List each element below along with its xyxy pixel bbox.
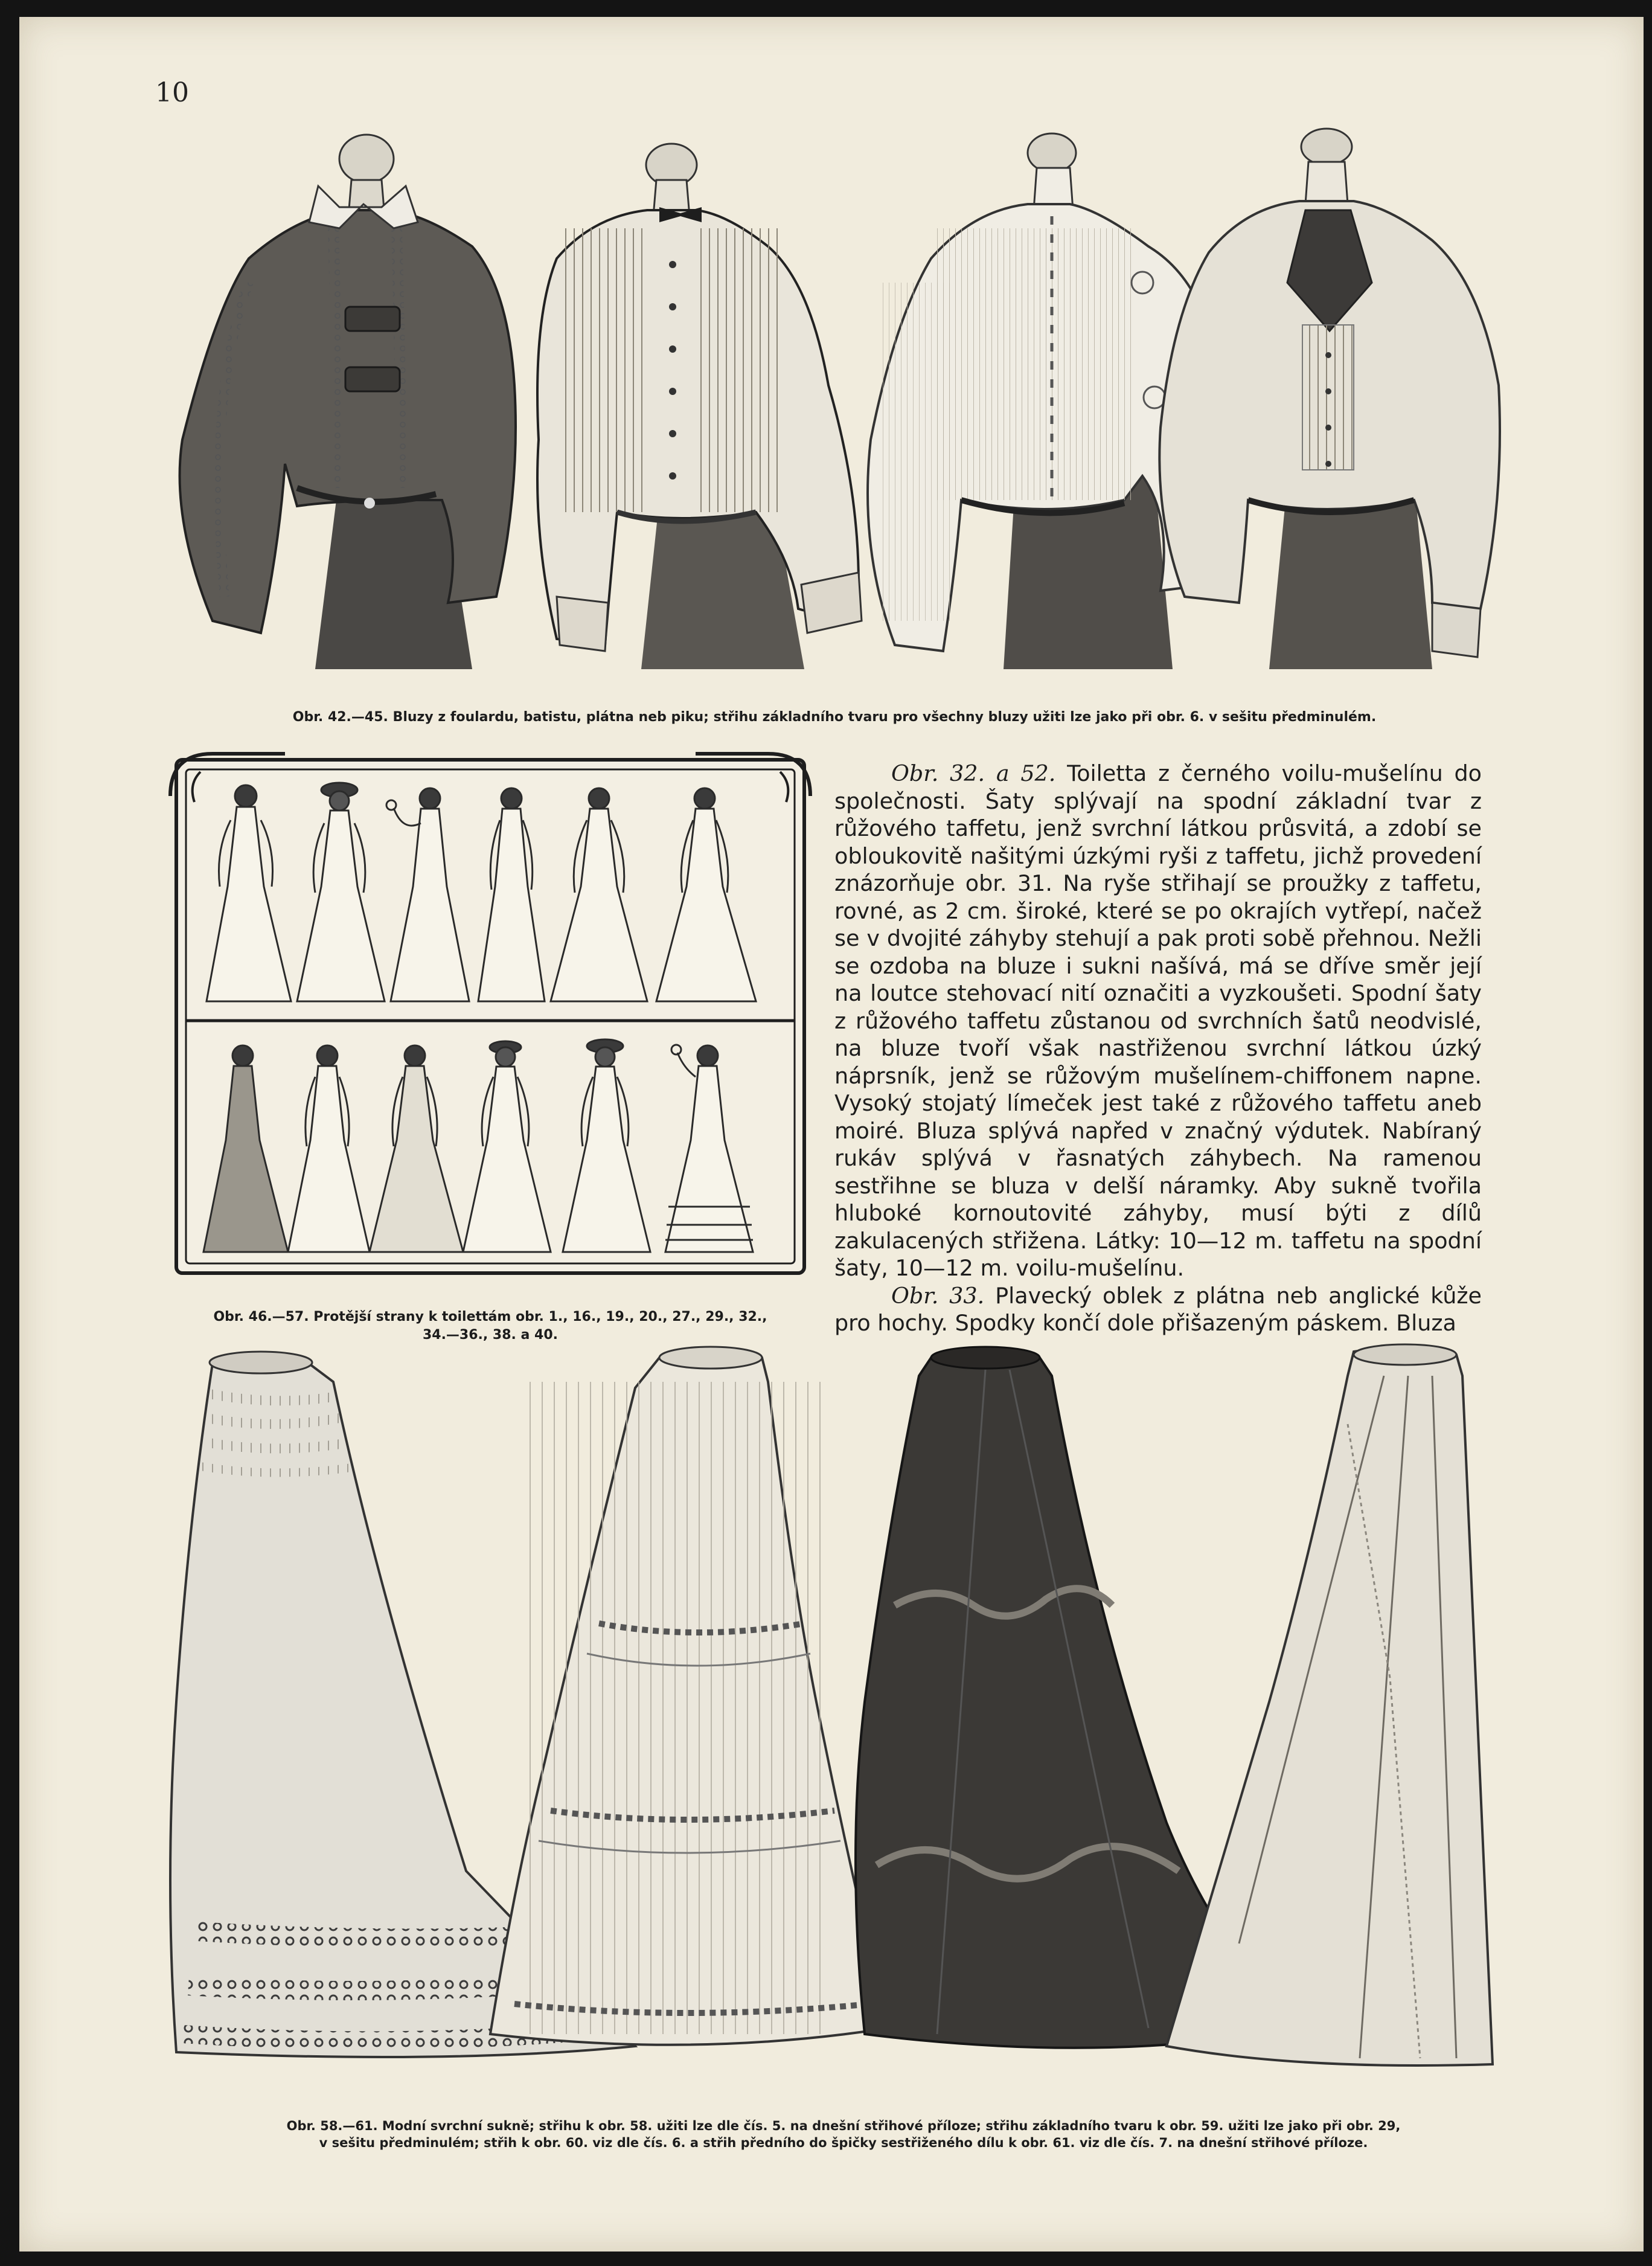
figure-reference-33: Obr. 33. bbox=[891, 1282, 985, 1309]
paragraph-2-text: Plavecký oblek z plátna neb anglické kůže pro hochy. Spodky končí dole přišazeným páskem. Bluza bbox=[834, 1282, 1482, 1336]
article-paragraph-1 bbox=[834, 760, 1482, 1282]
article-paragraph-2 bbox=[834, 1282, 1482, 1337]
skirts-caption-line-2: v sešitu předminulém; střih k obr. 60. viz dle čís. 6. a střih předního do špičky sestřiženého dílu k obr. 61. viz dle čís. 7. na dnešní střihové příloze. bbox=[319, 2136, 1368, 2150]
skirt-59 bbox=[490, 1347, 889, 2045]
toilettes-caption-line-1: Obr. 46.—57. Protější strany k toilettám obr. 1., 16., 19., 20., 27., 29., 32., bbox=[213, 1309, 767, 1324]
skirt-61 bbox=[1167, 1344, 1493, 2065]
toilettes-caption-line-2: 34.—36., 38. a 40. bbox=[422, 1327, 559, 1343]
skirts-illustration bbox=[152, 1340, 1517, 2082]
figure-reference-32-52: Obr. 32. a 52. bbox=[891, 760, 1056, 786]
toilettes-back-view-illustration bbox=[164, 748, 816, 1285]
page-number: 10 bbox=[155, 77, 189, 108]
paragraph-1-text: Toiletta z černého voilu-mušelínu do společnosti. Šaty splývají na spodní základní tvar z růžového taffetu, jenž svrchní látkou průsvitá, a zdobí se obloukovitě našitými úzkými ryši z taffetu, jichž provedení znázorňuje obr. 31. Na ryše střihají se proužky z taffetu, rovné, as 2 cm. široké, které se po okrajích vytřepí, načež se v dvojité záhyby stehují a pak proti sobě přehnou. Nežli se ozdoba na bluze i sukni našívá, má se dříve směr její na loutce stehovací nití označiti a vyzkoušeti. Spodní šaty z růžového taffetu zůstanou od svrchních šatů neodvislé, na bluze tvoří však nastřiženou svrchní látkou úzký náprsník, jenž se růžovým mušelínem-chiffonem napne. Vysoký stojatý límeček jest také z růžového taffetu aneb moiré. Bluza splývá napřed v značný výdutek. Nabíraný rukáv splývá v řasnatých záhybech. Na ramenou sestřihne se bluza v delší náramky. Aby sukně tvořila hluboké kornoutovité záhyby, musí býti z dílů zakulacených střižena. Látky: 10—12 m. taffetu na spodní šaty, 10—12 m. voilu-mušelínu. bbox=[834, 760, 1482, 1281]
blouse-4-pique-ascot bbox=[1159, 129, 1500, 669]
toilettes-caption bbox=[176, 1308, 804, 1344]
article-text bbox=[834, 760, 1482, 1337]
blouses-illustration bbox=[158, 126, 1511, 699]
skirts-caption bbox=[170, 2117, 1517, 2151]
blouse-1-dark-foulard bbox=[180, 135, 516, 669]
magazine-page bbox=[19, 17, 1644, 2252]
blouse-2-pleated-batiste bbox=[537, 144, 862, 669]
skirts-caption-line-1: Obr. 58.—61. Modní svrchní sukně; střihu k obr. 58. užiti lze dle čís. 5. na dnešní střihové příloze; střihu základního tvaru k obr. 59. užiti lze jako při obr. 29, bbox=[286, 2119, 1401, 2133]
blouses-caption: Obr. 42.—45. Bluzy z foulardu, batistu, plátna neb piku; střihu základního tvaru pro všechny bluzy užiti lze jako při obr. 6. v sešitu předminulém. bbox=[292, 710, 1377, 725]
